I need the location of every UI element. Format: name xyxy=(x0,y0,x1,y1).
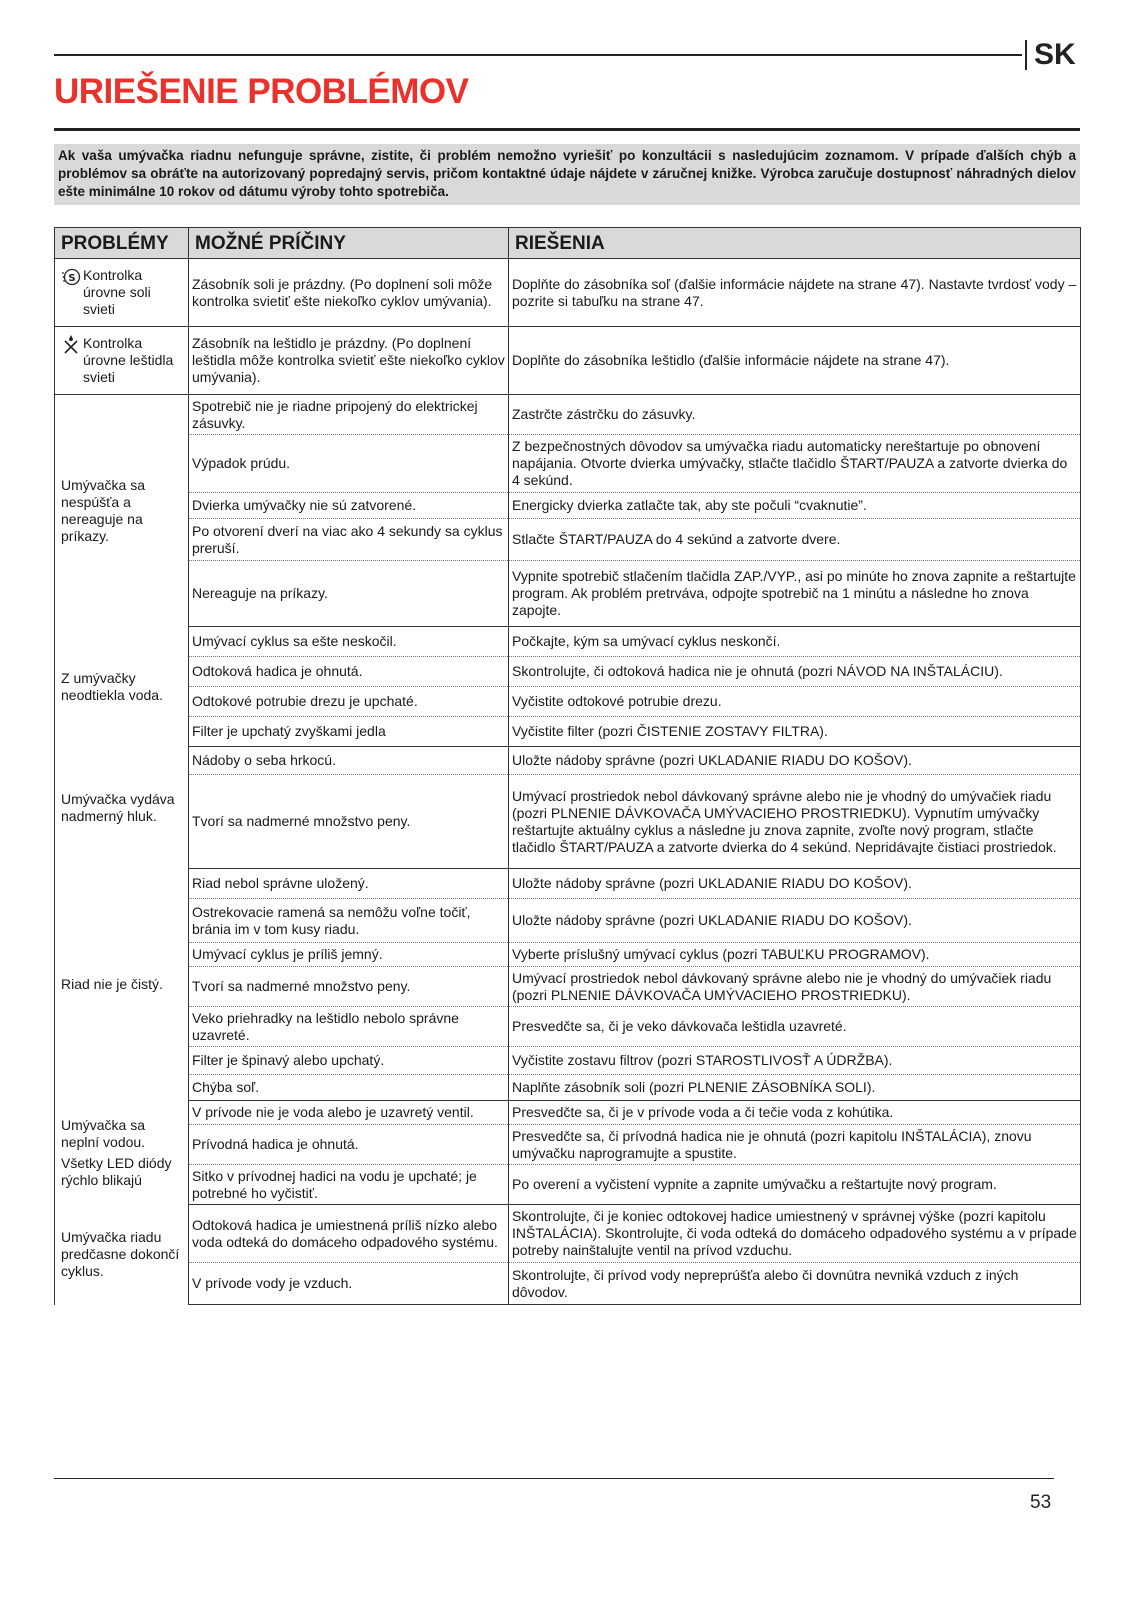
page-number: 53 xyxy=(1030,1492,1052,1513)
table-row xyxy=(55,899,1081,943)
solution-cell: Umývací prostriedok nebol dávkovaný správne alebo nie je vhodný do umývačiek riadu (pozri PLNENIE DÁVKOVAČA UMÝVACIEHO PROSTRIEDKU). Vypnutím umývačky reštartujte aktuálny cyklus a následne ju znova zapnite, zvoľte nový program, stlačte tlačidlo ŠTART/PAUZA a zatvorte dvierka do 4 sekúnd. Nepridávajte čistiaci prostriedok. xyxy=(509,775,1081,869)
cause-cell: Po otvorení dverí na viac ako 4 sekundy sa cyklus preruší. xyxy=(189,519,509,561)
problem-cell xyxy=(55,1101,189,1205)
page-title: URIEŠENIE PROBLÉMOV xyxy=(54,72,469,111)
solution-cell: Presvedčte sa, či je v prívode voda a či tečie voda z kohútika. xyxy=(509,1101,1081,1125)
cause-cell: Ostrekovacie ramená sa nemôžu voľne točiť, bránia im v tom kusy riadu. xyxy=(189,899,509,943)
solution-cell: Vyčistite odtokové potrubie drezu. xyxy=(509,687,1081,717)
solution-cell: Umývací prostriedok nebol dávkovaný správne alebo nie je vhodný do umývačiek riadu (pozri PLNENIE DÁVKOVAČA UMÝVACIEHO PROSTRIEDKU). xyxy=(509,967,1081,1007)
svg-text:S: S xyxy=(68,273,76,284)
cause-cell: Zásobník na leštidlo je prázdny. (Po doplnení leštidla môže kontrolka svietiť ešte niekoľko cyklov umývania). xyxy=(189,327,509,395)
problem-cell xyxy=(55,259,189,327)
solution-cell: Uložte nádoby správne (pozri UKLADANIE RIADU DO KOŠOV). xyxy=(509,747,1081,775)
table-row xyxy=(55,259,1081,327)
table-body xyxy=(55,259,1081,1305)
language-separator xyxy=(1025,40,1027,70)
cause-cell: Nádoby o seba hrkocú. xyxy=(189,747,509,775)
cause-cell: Tvorí sa nadmerné množstvo peny. xyxy=(189,967,509,1007)
problem-cell xyxy=(55,869,189,1101)
table-row xyxy=(55,327,1081,395)
table-row xyxy=(55,1101,1081,1125)
cause-cell: Umývací cyklus sa ešte neskočil. xyxy=(189,627,509,657)
table-row xyxy=(55,519,1081,561)
intro-paragraph: Ak vaša umývačka riadnu nefunguje správne, zistite, či problém nemožno vyriešiť po konzultácii s nasledujúcim zoznamom. V prípade ďalších chýb a problémov sa obráťte na autorizovaný popredajný servis, pričom kontaktné údaje nájdete v záručnej knižke. Výrobca zaručuje dostupnosť náhradných dielov ešte minimálne 10 rokov od dátumu výroby tohto spotrebiča. xyxy=(54,144,1080,205)
cause-cell: Riad nebol správne uložený. xyxy=(189,869,509,899)
cause-cell: Filter je upchatý zvyškami jedla xyxy=(189,717,509,747)
solution-cell: Skontrolujte, či odtoková hadica nie je ohnutá (pozri NÁVOD NA INŠTALÁCIU). xyxy=(509,657,1081,687)
problem-note: Všetky LED diódy rýchlo blikajú xyxy=(61,1154,172,1188)
problem-label: Kontrolka úrovne soli svieti xyxy=(83,267,151,317)
table-row xyxy=(55,967,1081,1007)
troubleshooting-table xyxy=(54,227,1081,1305)
solution-cell: Presvedčte sa, či je veko dávkovača leštidla uzavreté. xyxy=(509,1007,1081,1047)
solution-cell: Zastrčte zástrčku do zásuvky. xyxy=(509,395,1081,435)
rinse-aid-icon xyxy=(61,335,83,355)
cause-cell: Zásobník soli je prázdny. (Po doplnení soli môže kontrolka svietiť ešte niekoľko cyklov umývania). xyxy=(189,259,509,327)
footer-rule xyxy=(54,1478,1054,1479)
problem-label: Umývačka sa neplní vodou. xyxy=(61,1116,146,1150)
problem-cell xyxy=(55,327,189,395)
solution-cell: Energicky dvierka zatlačte tak, aby ste počuli “cvaknutie”. xyxy=(509,493,1081,519)
cause-cell: Dvierka umývačky nie sú zatvorené. xyxy=(189,493,509,519)
table-row xyxy=(55,1075,1081,1101)
table-row xyxy=(55,1007,1081,1047)
header-rule xyxy=(54,54,1022,56)
table-header-row xyxy=(55,228,1081,259)
table-row xyxy=(55,1047,1081,1075)
table-row xyxy=(55,1263,1081,1305)
table-row xyxy=(55,1165,1081,1205)
problem-cell xyxy=(55,395,189,627)
cause-cell: Sitko v prívodnej hadici na vodu je upchaté; je potrebné ho vyčistiť. xyxy=(189,1165,509,1205)
solution-cell: Vyčistite zostavu filtrov (pozri STAROSTLIVOSŤ A ÚDRŽBA). xyxy=(509,1047,1081,1075)
header-causes: MOŽNÉ PRÍČINY xyxy=(189,228,509,259)
table-row xyxy=(55,747,1081,775)
solution-cell: Doplňte do zásobníka soľ (ďalšie informácie nájdete na strane 47). Nastavte tvrdosť vody – pozrite si tabuľku na strane 47. xyxy=(509,259,1081,327)
header-solutions: RIEŠENIA xyxy=(509,228,1081,259)
cause-cell: V prívode vody je vzduch. xyxy=(189,1263,509,1305)
problem-cell xyxy=(55,747,189,869)
header-problems: PROBLÉMY xyxy=(55,228,189,259)
table-row xyxy=(55,395,1081,435)
cause-cell: Filter je špinavý alebo upchatý. xyxy=(189,1047,509,1075)
table-row xyxy=(55,493,1081,519)
cause-cell: Odtokové potrubie drezu je upchaté. xyxy=(189,687,509,717)
table-row xyxy=(55,943,1081,967)
table-row xyxy=(55,1125,1081,1165)
problem-label: Umývačka vydáva nadmerný hluk. xyxy=(61,790,175,824)
cause-cell: Nereaguje na príkazy. xyxy=(189,561,509,627)
problem-label: Umývačka sa nespúšťa a nereaguje na príkazy. xyxy=(61,476,146,544)
solution-cell: Naplňte zásobník soli (pozri PLNENIE ZÁSOBNÍKA SOLI). xyxy=(509,1075,1081,1101)
solution-cell: Vyberte príslušný umývací cyklus (pozri TABUĽKU PROGRAMOV). xyxy=(509,943,1081,967)
solution-cell: Skontrolujte, či prívod vody nepreprúšťa alebo či dovnútra nevniká vzduch z iných dôvodov. xyxy=(509,1263,1081,1305)
problem-label: Z umývačky neodtiekla voda. xyxy=(61,669,163,703)
language-code: SK xyxy=(1034,38,1076,71)
table-row xyxy=(55,627,1081,657)
cause-cell: Výpadok prúdu. xyxy=(189,435,509,493)
solution-cell: Počkajte, kým sa umývací cyklus neskončí. xyxy=(509,627,1081,657)
problem-label: Kontrolka úrovne leštidla svieti xyxy=(83,335,174,385)
table-row xyxy=(55,717,1081,747)
cause-cell: Odtoková hadica je umiestnená príliš nízko alebo voda odteká do domáceho odpadového systému. xyxy=(189,1205,509,1263)
cause-cell: Veko priehradky na leštidlo nebolo správne uzavreté. xyxy=(189,1007,509,1047)
solution-cell: Doplňte do zásobníka leštidlo (ďalšie informácie nájdete na strane 47). xyxy=(509,327,1081,395)
title-rule xyxy=(54,128,1080,131)
cause-cell: Chýba soľ. xyxy=(189,1075,509,1101)
solution-cell: Z bezpečnostných dôvodov sa umývačka riadu automaticky nereštartuje po obnovení napájania. Otvorte dvierka umývačky, stlačte tlačidlo ŠTART/PAUZA a zatvorte dvierka do 4 sekúnd. xyxy=(509,435,1081,493)
cause-cell: Prívodná hadica je ohnutá. xyxy=(189,1125,509,1165)
cause-cell: Odtoková hadica je ohnutá. xyxy=(189,657,509,687)
salt-icon xyxy=(61,267,83,287)
table-row xyxy=(55,435,1081,493)
cause-cell: Spotrebič nie je riadne pripojený do elektrickej zásuvky. xyxy=(189,395,509,435)
solution-cell: Vyčistite filter (pozri ČISTENIE ZOSTAVY FILTRA). xyxy=(509,717,1081,747)
solution-cell: Vypnite spotrebič stlačením tlačidla ZAP./VYP., asi po minúte ho znova zapnite a reštartujte program. Ak problém pretrváva, odpojte spotrebič na 1 minútu a následne ho znova zapojte. xyxy=(509,561,1081,627)
table-row xyxy=(55,869,1081,899)
cause-cell: V prívode nie je voda alebo je uzavretý ventil. xyxy=(189,1101,509,1125)
problem-cell xyxy=(55,627,189,747)
problem-cell xyxy=(55,1205,189,1305)
problem-label: Riad nie je čistý. xyxy=(61,976,163,992)
cause-cell: Umývací cyklus je príliš jemný. xyxy=(189,943,509,967)
solution-cell: Uložte nádoby správne (pozri UKLADANIE RIADU DO KOŠOV). xyxy=(509,869,1081,899)
table-row xyxy=(55,687,1081,717)
table-row xyxy=(55,775,1081,869)
table-row xyxy=(55,1205,1081,1263)
cause-cell: Tvorí sa nadmerné množstvo peny. xyxy=(189,775,509,869)
solution-cell: Po overení a vyčistení vypnite a zapnite umývačku a reštartujte nový program. xyxy=(509,1165,1081,1205)
solution-cell: Stlačte ŠTART/PAUZA do 4 sekúnd a zatvorte dvere. xyxy=(509,519,1081,561)
problem-label: Umývačka riadu predčasne dokončí cyklus. xyxy=(61,1229,180,1279)
table-row xyxy=(55,561,1081,627)
solution-cell: Presvedčte sa, či prívodná hadica nie je ohnutá (pozri kapitolu INŠTALÁCIA), znovu umývačku naprogramujte a spustite. xyxy=(509,1125,1081,1165)
solution-cell: Skontrolujte, či je koniec odtokovej hadice umiestnený v správnej výške (pozri kapitolu INŠTALÁCIA). Skontrolujte, či voda odteká do domáceho odpadového systému a v prípade potreby nainštalujte ventil na prívod vzduchu. xyxy=(509,1205,1081,1263)
solution-cell: Uložte nádoby správne (pozri UKLADANIE RIADU DO KOŠOV). xyxy=(509,899,1081,943)
table-row xyxy=(55,657,1081,687)
